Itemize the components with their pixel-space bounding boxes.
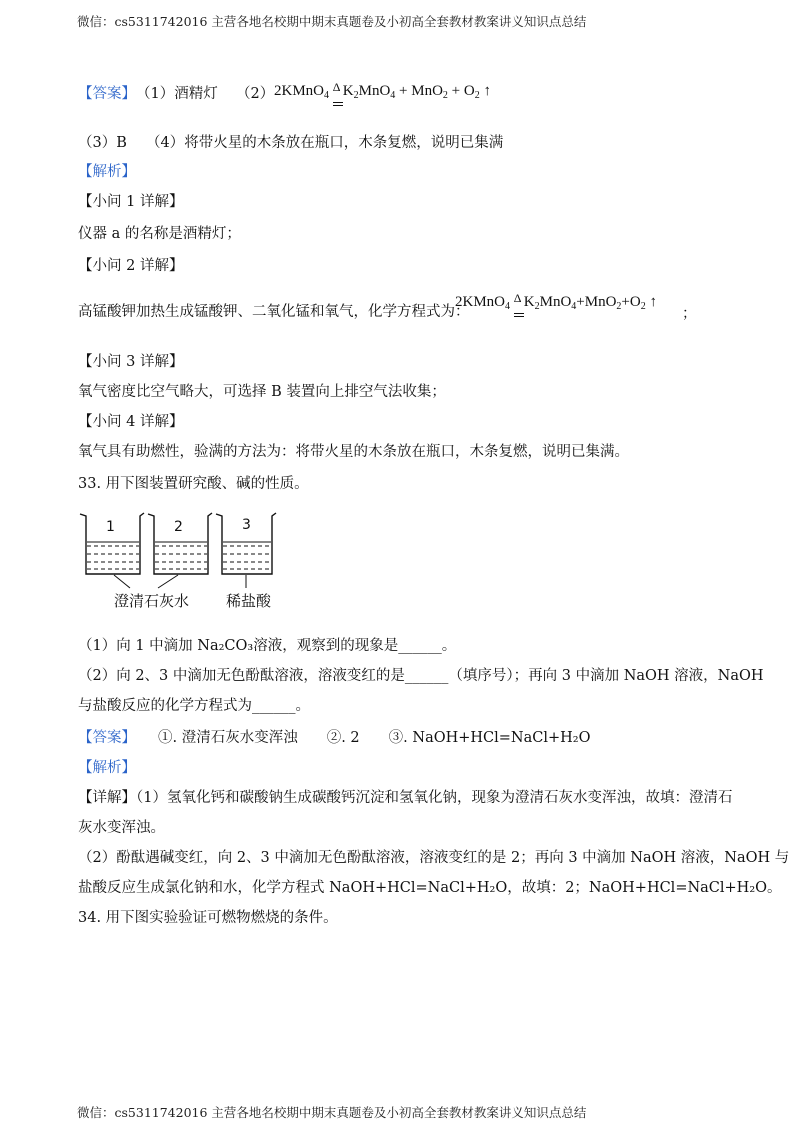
- answer-2-label: （2）: [236, 86, 275, 102]
- q33-answer-text: ①. 澄清石灰水变浑浊 ②. 2 ③. NaOH+HCl=NaCl+H₂O: [158, 730, 591, 746]
- page-header: 微信：cs5311742016 主营各地名校期中期末真题卷及小初高全套教材教案讲义知识点总结: [77, 14, 587, 29]
- q33-part2-line2: 与盐酸反应的化学方程式为______。: [78, 698, 310, 714]
- q33-detail-line1: 【详解】（1）氢氧化钙和碳酸钠生成碳酸钙沉淀和氢氧化钠，现象为澄清石灰水变浑浊，故填：澄清石: [78, 790, 733, 806]
- q33-analysis-tag: 【解析】: [78, 760, 136, 776]
- kmno4-equation: 2KMnO$_4$ Δ $K_2MnO_4 + MnO_2 + O_2$ ↑: [274, 83, 491, 101]
- delta-symbol: Δ: [332, 80, 341, 94]
- q33-detail-line2: 灰水变浑浊。: [78, 820, 165, 836]
- gas-arrow-icon: ↑: [483, 83, 491, 99]
- q33-answer-tag: 【答案】: [78, 730, 136, 746]
- q33-part2-line1: （2）向 2、3 中滴加无色酚酞溶液，溶液变红的是______（填序号）；再向 3 中滴加 NaOH 溶液，NaOH: [78, 668, 764, 684]
- answer-1: （1）酒精灯: [136, 86, 218, 102]
- analysis-tag: 【解析】: [78, 164, 136, 180]
- beaker-1-label: 1: [106, 519, 115, 535]
- beaker-3-label: 3: [242, 517, 251, 533]
- gas-arrow-icon: ↑: [649, 294, 657, 310]
- q34-title: 34. 用下图实验验证可燃物燃烧的条件。: [78, 910, 338, 926]
- answer-tag: 【答案】: [78, 86, 136, 102]
- beaker-2-label: 2: [174, 519, 183, 535]
- subq2-tag: 【小问 2 详解】: [78, 258, 184, 274]
- q33-detail-line4: 盐酸反应生成氯化钠和水，化学方程式 NaOH+HCl=NaCl+H₂O，故填：2；NaOH+HCl=NaCl+H₂O。: [78, 880, 782, 896]
- page-footer: 微信：cs5311742016 主营各地名校期中期末真题卷及小初高全套教材教案讲义知识点总结: [77, 1105, 587, 1120]
- q33-title: 33. 用下图装置研究酸、碱的性质。: [78, 476, 309, 492]
- q33-part1: （1）向 1 中滴加 Na₂CO₃溶液，观察到的现象是______。: [78, 638, 457, 654]
- subq1-text: 仪器 a 的名称是酒精灯；: [78, 226, 241, 242]
- limewater-label: 澄清石灰水: [114, 592, 190, 610]
- subq4-text: 氧气具有助燃性，验满的方法为：将带火星的木条放在瓶口，木条复燃，说明已集满。: [78, 444, 629, 460]
- hcl-label: 稀盐酸: [226, 592, 272, 610]
- delta-symbol: Δ: [513, 291, 522, 305]
- subq4-tag: 【小问 4 详解】: [78, 414, 184, 430]
- eq-k: K: [342, 83, 354, 99]
- eq-sub: 4: [324, 90, 330, 101]
- answer-4: （4）将带火星的木条放在瓶口，木条复燃，说明已集满: [146, 135, 504, 151]
- subq1-tag: 【小问 1 详解】: [78, 194, 184, 210]
- q33-detail-line3: （2）酚酞遇碱变红，向 2、3 中滴加无色酚酞溶液，溶液变红的是 2；再向 3 中滴加 NaOH 溶液，NaOH 与: [78, 850, 790, 866]
- subq3-text: 氧气密度比空气略大，可选择 B 装置向上排空气法收集；: [78, 384, 446, 400]
- answer-3: （3）B: [78, 135, 127, 151]
- beaker-figure: [78, 510, 278, 614]
- subq2-tail: ；: [682, 306, 697, 322]
- subq2-text: 高锰酸钾加热生成锰酸钾、二氧化锰和氧气，化学方程式为：: [78, 304, 470, 320]
- eq-reactant: 2KMnO: [274, 83, 325, 99]
- detail-tag: 【详解】: [78, 790, 136, 806]
- subq3-tag: 【小问 3 详解】: [78, 354, 184, 370]
- kmno4-equation-2: 2KMnO$_4$ Δ $K_2MnO_4+MnO_2+O_2$ ↑: [455, 294, 657, 312]
